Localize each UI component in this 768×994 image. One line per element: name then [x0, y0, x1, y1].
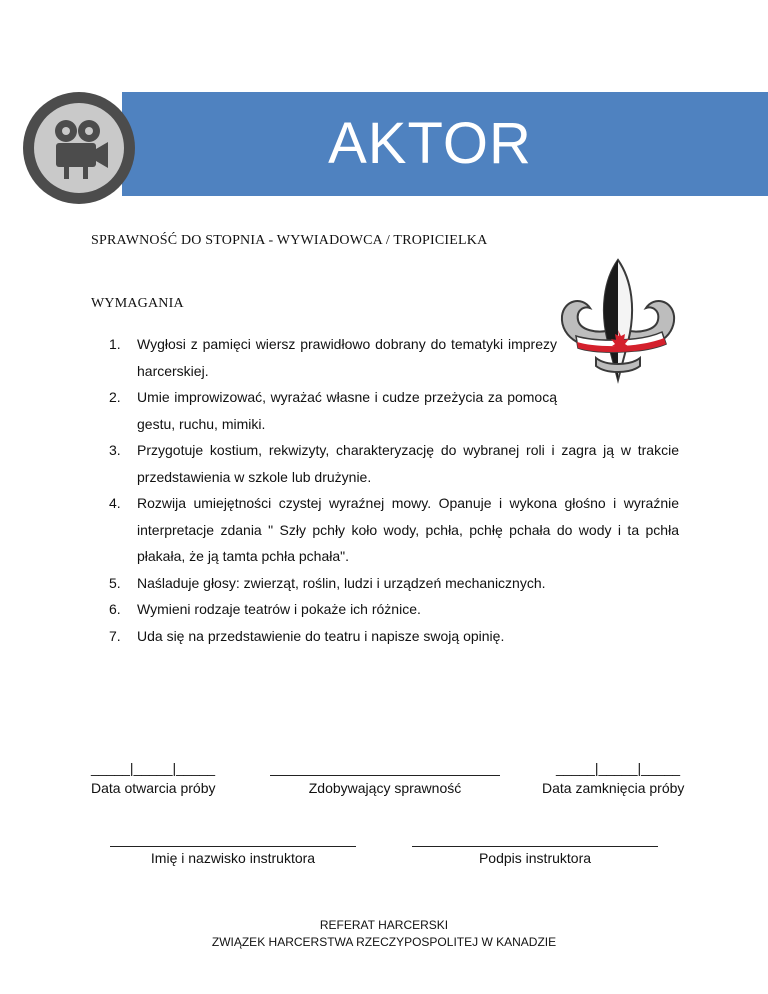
instructor-signature-label: Podpis instruktora: [478, 850, 592, 866]
close-date-label: Data zamknięcia próby: [542, 780, 685, 796]
open-date-blank[interactable]: _____|_____|_____: [91, 760, 216, 776]
movie-camera-icon: [34, 103, 124, 193]
instructor-name-line[interactable]: [110, 846, 356, 847]
item-number: 7.: [109, 627, 121, 644]
item-number: 1.: [109, 336, 121, 352]
list-item: [109, 437, 679, 490]
badge-level-line: SPRAWNOŚĆ DO STOPNIA - WYWIADOWCA / TROPICIELKA: [91, 233, 488, 248]
footer-line-1: REFERAT HARCERSKI: [319, 918, 449, 932]
item-number: 4.: [109, 495, 121, 511]
item-number: 5.: [109, 574, 121, 591]
item-text: Przygotuje kostium, rekwizyty, charakteryzację do wybranej roli i zagra ją w trakcie przedstawienia w szkole lub drużynie.: [137, 442, 679, 485]
footer-line-2: ZWIĄZEK HARCERSTWA RZECZYPOSPOLITEJ W KANADZIE: [211, 935, 557, 949]
instructor-signature-line[interactable]: [412, 846, 658, 847]
instructor-name-label: Imię i nazwisko instruktora: [150, 850, 316, 866]
item-number: 6.: [109, 601, 121, 617]
earner-signature-line[interactable]: [270, 775, 500, 776]
item-text: Umie improwizować, wyrażać własne i cudze przeżycia za pomocą gestu, ruchu, mimiki.: [137, 389, 557, 432]
list-item: [109, 596, 679, 623]
item-text: Rozwija umiejętności czystej wyraźnej mowy. Opanuje i wykona głośno i wyraźnie interpretacje zdania " Szły pchły koło wody, pchła, pchłę pchała do wody i ta pchła płakała, że ją tamta pchła pchała".: [137, 495, 679, 564]
list-item: [109, 623, 679, 650]
page-title: AKTOR: [328, 111, 532, 176]
item-number: 3.: [109, 442, 121, 458]
list-item: [109, 384, 557, 437]
list-item: [109, 490, 679, 570]
close-date-blank[interactable]: _____|_____|_____: [556, 760, 681, 776]
list-item: [109, 331, 557, 384]
list-item: [109, 570, 679, 597]
item-text: Uda się na przedstawienie do teatru i napisze swoją opinię.: [137, 627, 505, 644]
open-date-label: Data otwarcia próby: [91, 780, 216, 796]
item-text: Wymieni rodzaje teatrów i pokaże ich różnice.: [137, 601, 421, 617]
item-number: 2.: [109, 389, 121, 405]
earner-label: Zdobywający sprawność: [308, 780, 462, 796]
requirements-heading: WYMAGANIA: [91, 296, 184, 311]
requirements-list: [109, 331, 679, 649]
item-text: Wygłosi z pamięci wiersz prawidłowo dobrany do tematyki imprezy harcerskiej.: [137, 336, 557, 379]
item-text: Naśladuje głosy: zwierząt, roślin, ludzi i urządzeń mechanicznych.: [137, 574, 546, 591]
badge-circle: [23, 92, 135, 204]
